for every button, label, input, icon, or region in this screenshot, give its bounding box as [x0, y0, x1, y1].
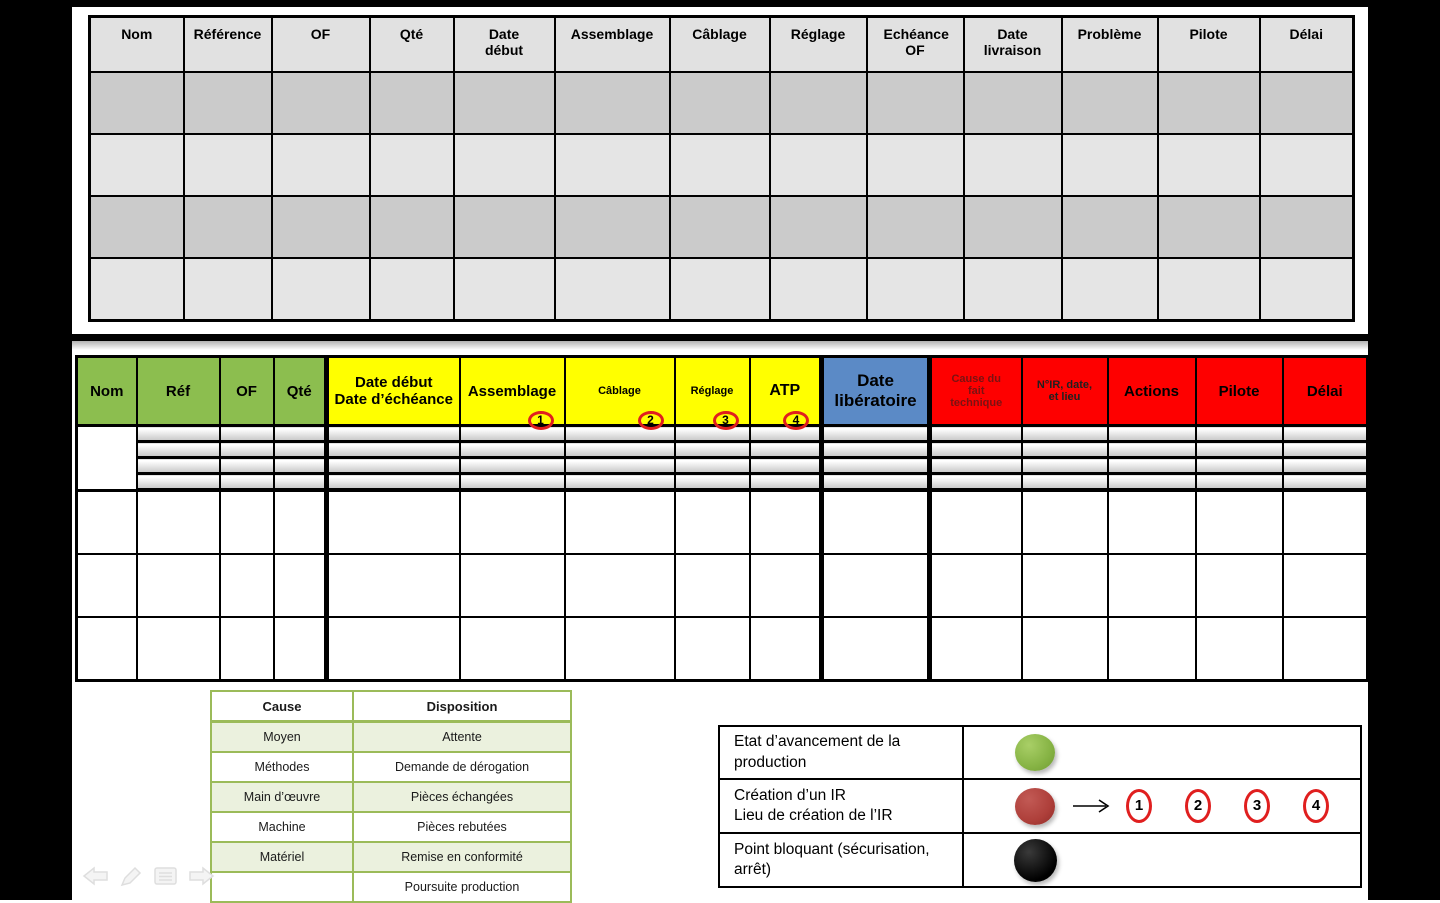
- arrow-right-icon: [1072, 798, 1110, 814]
- status-strip-cell: [1196, 426, 1283, 442]
- main-empty-cell: [565, 554, 675, 617]
- nir-line1: N°IR, date,: [1036, 379, 1093, 391]
- planning-empty-cell: [964, 258, 1062, 321]
- main-empty-cell: [77, 490, 137, 554]
- status-strip-cell: [274, 442, 327, 458]
- ir-step-2-badge-icon: 2: [1185, 789, 1211, 823]
- legend-row-production: [719, 726, 1361, 779]
- letterbox-right: [1368, 0, 1440, 900]
- planning-empty-cell: [184, 258, 272, 321]
- planning-empty-cell: [370, 72, 454, 134]
- status-strip-cell: [1108, 474, 1196, 491]
- red-circle-icon: [1015, 788, 1055, 825]
- col-atp: [750, 357, 822, 426]
- status-strip-cell: [1196, 442, 1283, 458]
- planning-empty-cell: [867, 196, 964, 258]
- status-strip-cell: [750, 474, 822, 491]
- legend-symbol-cell: [963, 726, 1361, 779]
- cause-cell: Main d’œuvre: [211, 782, 353, 812]
- status-strip-cell: [327, 426, 460, 442]
- planning-empty-cell: [770, 258, 867, 321]
- status-strip-cell: [1196, 458, 1283, 474]
- main-empty-cell: [565, 490, 675, 554]
- planning-empty-cell: [1260, 196, 1354, 258]
- disposition-cell: Demande de dérogation: [353, 752, 571, 782]
- main-nom-cell: [77, 426, 137, 491]
- main-empty-cell: [137, 554, 220, 617]
- next-slide-icon[interactable]: [187, 864, 215, 888]
- main-empty-cell: [460, 490, 565, 554]
- legend-label-line: Etat d’avancement de la: [734, 733, 901, 751]
- main-empty-cell: [220, 490, 274, 554]
- col-actions: Actions: [1108, 357, 1196, 426]
- status-strip-cell: [327, 458, 460, 474]
- col-cablage: Câblage: [670, 17, 770, 73]
- status-strip-row: [77, 442, 1368, 458]
- legend-label-line: production: [734, 753, 807, 771]
- main-empty-cell: [1283, 554, 1368, 617]
- planning-empty-cell: [555, 72, 670, 134]
- planning-empty-cell: [867, 72, 964, 134]
- legend-label: [719, 833, 963, 887]
- reglage-label: Réglage: [690, 385, 734, 397]
- planning-empty-cell: [1062, 72, 1158, 134]
- status-strip-cell: [1283, 474, 1368, 491]
- planning-empty-cell: [90, 72, 184, 134]
- planning-empty-cell: [555, 258, 670, 321]
- legend-table: [718, 725, 1362, 888]
- main-empty-cell: [675, 617, 750, 681]
- planning-table-row: [90, 258, 1354, 321]
- planning-empty-cell: [1158, 134, 1260, 196]
- main-empty-cell: [675, 490, 750, 554]
- main-empty-cell: [930, 617, 1022, 681]
- status-strip-cell: [822, 458, 930, 474]
- col-assemblage: Assemblage: [555, 17, 670, 73]
- status-strip-cell: [930, 426, 1022, 442]
- main-empty-cell: [137, 617, 220, 681]
- main-empty-cell: [1022, 554, 1108, 617]
- main-empty-cell: [1283, 490, 1368, 554]
- status-strip-cell: [274, 458, 327, 474]
- main-empty-cell: [675, 554, 750, 617]
- status-strip-cell: [137, 426, 220, 442]
- slide-menu-icon[interactable]: [152, 864, 180, 888]
- main-empty-cell: [137, 490, 220, 554]
- planning-empty-cell: [454, 72, 555, 134]
- status-strip-row: [77, 474, 1368, 491]
- planning-empty-cell: [1158, 72, 1260, 134]
- cause-cell: [211, 872, 353, 902]
- main-empty-cell: [220, 617, 274, 681]
- planning-empty-cell: [272, 258, 370, 321]
- main-empty-cell: [1283, 617, 1368, 681]
- cause-row: [211, 722, 571, 753]
- cablage-label: Câblage: [598, 385, 641, 397]
- planning-empty-cell: [370, 196, 454, 258]
- planning-empty-cell: [770, 72, 867, 134]
- step-1-badge-icon: 1: [528, 411, 554, 430]
- planning-empty-cell: [184, 72, 272, 134]
- cause-disposition-table: [210, 690, 572, 903]
- status-strip-cell: [750, 442, 822, 458]
- legend-row-blocking: [719, 833, 1361, 887]
- ir-step-3-badge-icon: 3: [1244, 789, 1270, 823]
- col-reglage: Réglage: [770, 17, 867, 73]
- main-empty-cell: [1022, 617, 1108, 681]
- cause-header-row: [211, 691, 571, 722]
- col-delai: Délai: [1283, 357, 1368, 426]
- col-delai: Délai: [1260, 17, 1354, 73]
- main-empty-cell: [327, 617, 460, 681]
- ir-location-badges: [1126, 789, 1329, 823]
- legend-label-line: Lieu de création de l’IR: [734, 807, 893, 824]
- step-2-badge-icon: 2: [638, 411, 664, 430]
- status-strip-cell: [137, 458, 220, 474]
- cause-cell: Machine: [211, 812, 353, 842]
- status-strip-cell: [930, 458, 1022, 474]
- main-empty-cell: [327, 554, 460, 617]
- status-strip-cell: [822, 474, 930, 491]
- planning-empty-cell: [555, 134, 670, 196]
- status-strip-cell: [460, 474, 565, 491]
- slideshow-controls: [82, 864, 215, 888]
- cause-cell: Moyen: [211, 722, 353, 753]
- planning-empty-cell: [670, 258, 770, 321]
- planning-empty-cell: [454, 258, 555, 321]
- main-table-row: [77, 554, 1368, 617]
- main-empty-cell: [1108, 554, 1196, 617]
- status-strip-cell: [1283, 426, 1368, 442]
- status-strip-cell: [327, 442, 460, 458]
- planning-empty-cell: [1260, 258, 1354, 321]
- col-nom: Nom: [77, 357, 137, 426]
- cause-row: [211, 782, 571, 812]
- black-circle-icon: [1014, 839, 1057, 882]
- planning-empty-cell: [867, 258, 964, 321]
- planning-empty-cell: [1260, 72, 1354, 134]
- col-reference: Référence: [184, 17, 272, 73]
- status-strip-row: [77, 458, 1368, 474]
- legend-symbol-cell: [963, 833, 1361, 887]
- main-empty-cell: [1196, 554, 1283, 617]
- legend-symbol-cell: [963, 779, 1361, 833]
- main-empty-cell: [274, 554, 327, 617]
- col-echeance-of: Echéance OF: [867, 17, 964, 73]
- main-empty-cell: [822, 490, 930, 554]
- main-empty-cell: [822, 554, 930, 617]
- green-circle-icon: [1015, 734, 1055, 771]
- col-disposition: Disposition: [353, 691, 571, 722]
- main-empty-cell: [327, 490, 460, 554]
- col-date-debut: Date début: [454, 17, 555, 73]
- planning-empty-cell: [1062, 196, 1158, 258]
- cause-row: [211, 752, 571, 782]
- status-strip-cell: [327, 474, 460, 491]
- status-strip-cell: [675, 458, 750, 474]
- planning-empty-cell: [370, 134, 454, 196]
- col-reglage: [675, 357, 750, 426]
- col-probleme: Problème: [1062, 17, 1158, 73]
- planning-empty-cell: [964, 72, 1062, 134]
- planning-table-row: [90, 134, 1354, 196]
- nir-line2: et lieu: [1048, 391, 1081, 403]
- main-empty-cell: [274, 617, 327, 681]
- col-cablage: [565, 357, 675, 426]
- step-3-badge-icon: 3: [713, 411, 739, 430]
- ir-step-1-badge-icon: 1: [1126, 789, 1152, 823]
- planning-empty-cell: [454, 196, 555, 258]
- ir-step-4-badge-icon: 4: [1303, 789, 1329, 823]
- main-empty-cell: [1196, 617, 1283, 681]
- col-date-livraison: Date livraison: [964, 17, 1062, 73]
- main-empty-cell: [750, 617, 822, 681]
- planning-empty-cell: [1158, 258, 1260, 321]
- planning-empty-cell: [1062, 134, 1158, 196]
- previous-slide-icon[interactable]: [82, 864, 110, 888]
- col-qte: Qté: [370, 17, 454, 73]
- status-strip-cell: [822, 426, 930, 442]
- planning-empty-cell: [670, 72, 770, 134]
- atp-label: ATP: [769, 382, 801, 399]
- status-strip-cell: [750, 426, 822, 442]
- disposition-cell: Pièces rebutées: [353, 812, 571, 842]
- status-strip-cell: [675, 426, 750, 442]
- status-strip-cell: [1196, 474, 1283, 491]
- legend-label-line: Création d’un IR: [734, 786, 847, 804]
- main-empty-cell: [930, 490, 1022, 554]
- disposition-cell: Remise en conformité: [353, 842, 571, 872]
- col-pilote: Pilote: [1196, 357, 1283, 426]
- section-divider-bar: [72, 334, 1368, 341]
- status-strip-cell: [565, 474, 675, 491]
- status-strip-cell: [1283, 442, 1368, 458]
- tracking-header-row: [77, 357, 1368, 426]
- divider-shadow: [72, 341, 1368, 350]
- planning-empty-cell: [964, 196, 1062, 258]
- legend-label-line: arrêt): [734, 861, 772, 878]
- main-empty-cell: [274, 490, 327, 554]
- col-assemblage: [460, 357, 565, 426]
- status-strip-cell: [1022, 474, 1108, 491]
- planning-empty-cell: [770, 134, 867, 196]
- status-strip-cell: [220, 426, 274, 442]
- legend-row-ir: [719, 779, 1361, 833]
- status-strip-cell: [137, 474, 220, 491]
- main-empty-cell: [460, 617, 565, 681]
- main-empty-cell: [1108, 490, 1196, 554]
- col-dates: [327, 357, 460, 426]
- cause-cell: Méthodes: [211, 752, 353, 782]
- legend-label: [719, 726, 963, 779]
- col-ref: Réf: [137, 357, 220, 426]
- status-strip-cell: [274, 474, 327, 491]
- legend-label-line: Point bloquant (sécurisation,: [734, 840, 930, 858]
- status-strip-cell: [565, 458, 675, 474]
- letterbox-left: [0, 0, 72, 900]
- col-of: OF: [220, 357, 274, 426]
- main-empty-cell: [822, 617, 930, 681]
- planning-table-row: [90, 196, 1354, 258]
- planning-empty-cell: [184, 196, 272, 258]
- planning-empty-cell: [1158, 196, 1260, 258]
- status-strip-cell: [460, 458, 565, 474]
- planning-empty-cell: [272, 196, 370, 258]
- planning-empty-cell: [1062, 258, 1158, 321]
- col-of: OF: [272, 17, 370, 73]
- status-strip-cell: [1022, 426, 1108, 442]
- status-strip-cell: [675, 442, 750, 458]
- status-strip-cell: [822, 442, 930, 458]
- status-strip-cell: [220, 442, 274, 458]
- main-empty-cell: [220, 554, 274, 617]
- main-empty-cell: [750, 490, 822, 554]
- cause-cell: Matériel: [211, 842, 353, 872]
- letterbox-top: [0, 0, 1440, 7]
- date-debut-line: Date début: [354, 374, 433, 391]
- main-empty-cell: [77, 617, 137, 681]
- status-strip-cell: [460, 442, 565, 458]
- planning-empty-cell: [454, 134, 555, 196]
- status-strip-cell: [137, 442, 220, 458]
- main-empty-cell: [565, 617, 675, 681]
- planning-empty-cell: [272, 72, 370, 134]
- status-strip-cell: [1022, 458, 1108, 474]
- tracking-table: [75, 355, 1369, 682]
- planning-empty-cell: [1260, 134, 1354, 196]
- main-empty-cell: [77, 554, 137, 617]
- planning-empty-cell: [370, 258, 454, 321]
- planning-empty-cell: [184, 134, 272, 196]
- col-nir-date-lieu: [1022, 357, 1108, 426]
- planning-empty-cell: [90, 134, 184, 196]
- col-cause: Cause: [211, 691, 353, 722]
- col-date-liberatoire: Date libératoire: [822, 357, 930, 426]
- status-strip-cell: [930, 474, 1022, 491]
- status-strip-cell: [930, 442, 1022, 458]
- disposition-cell: Attente: [353, 722, 571, 753]
- main-empty-cell: [1196, 490, 1283, 554]
- assemblage-label: Assemblage: [467, 382, 557, 400]
- status-strip-cell: [1108, 426, 1196, 442]
- planning-empty-cell: [770, 196, 867, 258]
- planning-empty-cell: [964, 134, 1062, 196]
- main-table-row: [77, 490, 1368, 554]
- planning-empty-cell: [867, 134, 964, 196]
- planning-empty-cell: [90, 258, 184, 321]
- disposition-cell: Poursuite production: [353, 872, 571, 902]
- legend-label: [719, 779, 963, 833]
- col-qte: Qté: [274, 357, 327, 426]
- status-strip-cell: [220, 474, 274, 491]
- col-pilote: Pilote: [1158, 17, 1260, 73]
- status-strip-cell: [1022, 442, 1108, 458]
- date-echeance-line: Date d’échéance: [334, 391, 453, 408]
- planning-header-row: [90, 17, 1354, 73]
- status-strip-cell: [1108, 442, 1196, 458]
- status-strip-cell: [750, 458, 822, 474]
- main-empty-cell: [460, 554, 565, 617]
- planning-empty-cell: [555, 196, 670, 258]
- main-empty-cell: [750, 554, 822, 617]
- status-strip-cell: [274, 426, 327, 442]
- cause-row: [211, 842, 571, 872]
- planning-table: [88, 15, 1355, 322]
- main-empty-cell: [1108, 617, 1196, 681]
- planning-empty-cell: [272, 134, 370, 196]
- step-4-badge-icon: 4: [783, 411, 809, 430]
- main-empty-cell: [1022, 490, 1108, 554]
- col-nom: Nom: [90, 17, 184, 73]
- col-cause-fait-technique: Cause du fait technique: [930, 357, 1022, 426]
- planning-empty-cell: [670, 196, 770, 258]
- planning-empty-cell: [90, 196, 184, 258]
- main-table-row: [77, 617, 1368, 681]
- status-strip-cell: [220, 458, 274, 474]
- status-strip-cell: [1108, 458, 1196, 474]
- planning-table-row: [90, 72, 1354, 134]
- pen-icon[interactable]: [117, 864, 145, 888]
- cause-row: [211, 872, 571, 902]
- main-empty-cell: [930, 554, 1022, 617]
- status-strip-cell: [1283, 458, 1368, 474]
- cause-row: [211, 812, 571, 842]
- status-strip-cell: [565, 442, 675, 458]
- status-strip-cell: [675, 474, 750, 491]
- planning-empty-cell: [670, 134, 770, 196]
- disposition-cell: Pièces échangées: [353, 782, 571, 812]
